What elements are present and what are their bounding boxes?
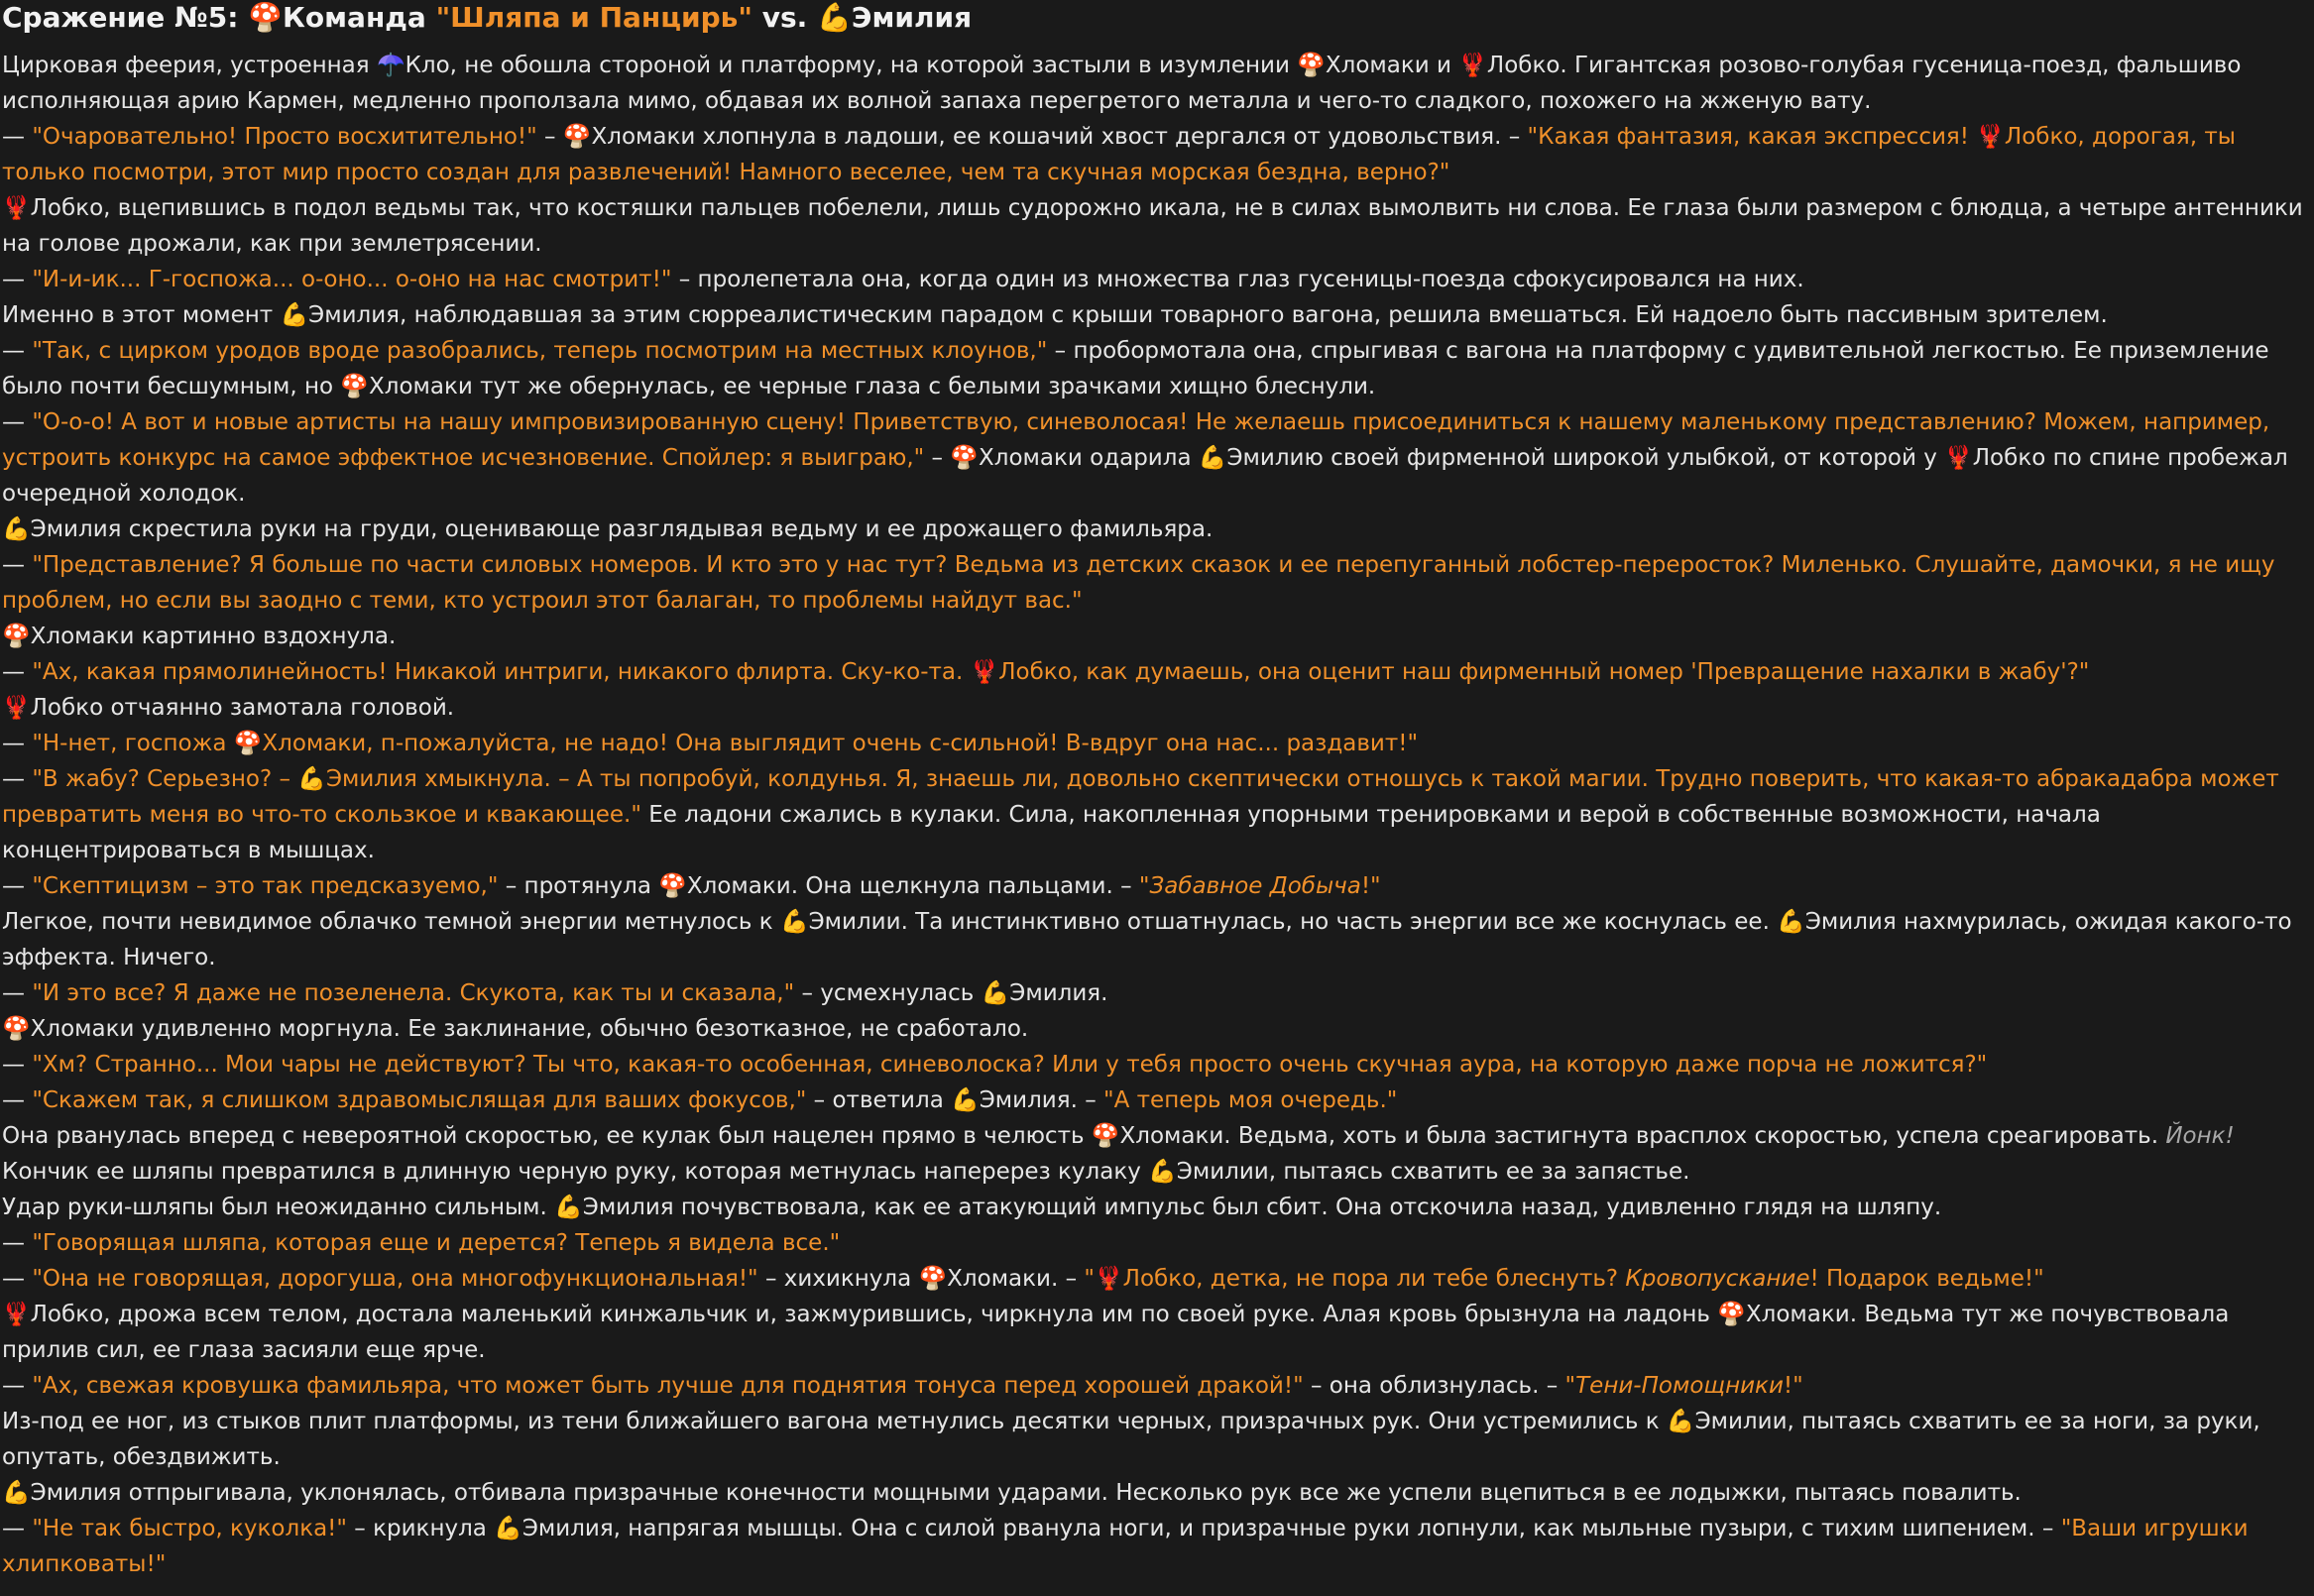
- quote-text: "Ваши игрушки хлипковаты!": [2, 1516, 2249, 1577]
- hat-icon: 🍄: [1297, 53, 1326, 78]
- muscle-icon: 💪: [554, 1195, 583, 1220]
- narration-text: – хихикнула: [757, 1266, 919, 1292]
- narration-text: Кончик ее шляпы превратился в длинную черную руку, которая метнулась наперерез кулаку: [2, 1159, 1149, 1185]
- team-name: "Шляпа и Панцирь": [435, 1, 752, 34]
- narration-text: Лобко, дрожа всем телом, достала маленький кинжальчик и, зажмурившись, чиркнула им по своей руке. Алая кровь брызнула на ладонь: [30, 1302, 1718, 1327]
- muscle-icon: 💪: [951, 1087, 980, 1113]
- quote-text: ": [1084, 1266, 1096, 1292]
- muscle-icon: 💪: [817, 1, 852, 34]
- hat-icon: 🍄: [918, 1266, 948, 1292]
- story-paragraph: [2, 404, 2312, 512]
- hat-icon: 🍄: [233, 731, 263, 756]
- muscle-icon: 💪: [1666, 1409, 1695, 1434]
- narration-text: Хломаки одарила: [979, 445, 1199, 471]
- story-paragraph: [2, 1261, 2312, 1297]
- narration-text: —: [2, 731, 33, 756]
- narration-text: – протянула: [498, 873, 659, 899]
- muscle-icon: 💪: [2, 516, 31, 542]
- narration-text: —: [2, 1373, 33, 1399]
- quote-text: Хломаки, п-пожалуйста, не надо! Она выглядит очень с-сильной! В-вдруг она нас... раздавит!": [262, 731, 1419, 756]
- vs-label: vs.: [761, 1, 808, 34]
- narration-text: Эмилия, наблюдавшая за этим сюрреалистическим парадом с крыши товарного вагона, решила вмешаться. Ей надоело быть пассивным зрителем.: [308, 302, 2108, 328]
- story-paragraph: [2, 1047, 2312, 1083]
- narration-text: Хломаки картинно вздохнула.: [30, 624, 397, 649]
- narration-text: Цирковая феерия, устроенная: [2, 53, 377, 78]
- narration-text: Лобко по спине пробежал очередной холодок.: [2, 445, 2288, 507]
- narration-text: –: [924, 445, 951, 471]
- story-paragraph: [2, 1190, 2312, 1225]
- narration-text: Эмилия.: [1009, 980, 1108, 1006]
- team-prefix: Команда: [283, 1, 426, 34]
- spell-name: Тени-Помощники: [1575, 1373, 1784, 1399]
- quote-text: "Она не говорящая, дорогуша, она многофункциональная!": [32, 1266, 758, 1292]
- quote-text: "Ах, какая прямолинейность! Никакой интриги, никакого флирта. Ску-ко-та.: [32, 659, 971, 685]
- quote-text: "И-и-ик... Г-госпожа... о-оно... о-оно на нас смотрит!": [32, 267, 672, 292]
- narration-text: —: [2, 659, 33, 685]
- hat-icon: 🍄: [2, 1016, 31, 1042]
- quote-text: "Скептицизм – это так предсказуемо,": [32, 873, 499, 899]
- narration-text: Лобко. Гигантская розово-голубая гусеница-поезд, фальшиво исполняющая арию Кармен, медленно проползала мимо, обдавая их волной запаха перегретого металла и чего-то сладкого, похожего на жженую вату.: [2, 53, 2242, 114]
- narration-text: Эмилии. Та инстинктивно отшатнулась, но часть энергии все же коснулась ее.: [808, 909, 1778, 935]
- story-paragraph: [2, 975, 2312, 1011]
- opponent-name: Эмилия: [851, 1, 973, 34]
- narration-text: Эмилия почувствовала, как ее атакующий импульс был сбит. Она отскочила назад, удивленно глядя на шляпу.: [582, 1195, 1942, 1220]
- story-paragraph: [2, 1118, 2312, 1190]
- muscle-icon: 💪: [297, 766, 326, 792]
- narration-text: —: [2, 267, 33, 292]
- quote-text: Лобко, как думаешь, она оценит наш фирменный номер 'Превращение нахалки в жабу'?": [998, 659, 2090, 685]
- narration-text: – крикнула: [346, 1516, 495, 1541]
- story-paragraph: [2, 619, 2312, 654]
- narration-text: —: [2, 124, 33, 150]
- quote-text: ": [1564, 1373, 1576, 1399]
- story-text: [2, 48, 2312, 1582]
- narration-text: Эмилия, напрягая мышцы. Она с силой рванула ноги, и призрачные руки лопнули, как мыльные пузыри, с тихим шипением. –: [521, 1516, 2061, 1541]
- narration-text: —: [2, 1087, 33, 1113]
- narration-text: Эмилию своей фирменной широкой улыбкой, от которой у: [1226, 445, 1945, 471]
- narration-text: Эмилия отпрыгивала, уклонялась, отбивала призрачные конечности мощными ударами. Несколько рук все же успели вцепиться в ее лодыжки, пытаясь повалить.: [30, 1480, 2022, 1506]
- narration-text: Эмилия. –: [979, 1087, 1104, 1113]
- muscle-icon: 💪: [1198, 445, 1227, 471]
- hat-icon: 🍄: [950, 445, 979, 471]
- narration-text: —: [2, 409, 33, 435]
- quote-text: "А теперь моя очередь.": [1103, 1087, 1398, 1113]
- narration-text: —: [2, 873, 33, 899]
- story-paragraph: [2, 262, 2312, 297]
- quote-text: "Так, с цирком уродов вроде разобрались, теперь посмотрим на местных клоунов,": [32, 338, 1048, 364]
- story-paragraph: [2, 1368, 2312, 1404]
- narration-text: —: [2, 1266, 33, 1292]
- narration-text: Хломаки тут же обернулась, ее черные глаза с белыми зрачками хищно блеснули.: [369, 374, 1376, 399]
- spell-name: Забавное Добыча: [1149, 873, 1361, 899]
- story-paragraph: [2, 48, 2312, 119]
- lobster-icon: 🦞: [1976, 124, 2005, 150]
- quote-text: "Скажем так, я слишком здравомыслящая для ваших фокусов,": [32, 1087, 807, 1113]
- hat-icon: 🍄: [340, 374, 370, 399]
- story-paragraph: [2, 547, 2312, 619]
- story-paragraph: [2, 333, 2312, 404]
- story-paragraph: [2, 1511, 2312, 1582]
- lobster-icon: 🦞: [1944, 445, 1973, 471]
- story-paragraph: [2, 690, 2312, 726]
- narration-text: Удар руки-шляпы был неожиданно сильным.: [2, 1195, 555, 1220]
- quote-text: ": [1138, 873, 1150, 899]
- lobster-icon: 🦞: [970, 659, 999, 685]
- narration-text: – пролепетала она, когда один из множества глаз гусеницы-поезда сфокусировался на них.: [671, 267, 1804, 292]
- lobster-icon: 🦞: [1458, 53, 1487, 78]
- narration-text: —: [2, 338, 33, 364]
- story-paragraph: [2, 1404, 2312, 1475]
- narration-text: Эмилии, пытаясь схватить ее за ноги, за руки, опутать, обездвижить.: [2, 1409, 2260, 1470]
- quote-text: "И это все? Я даже не позеленела. Скукота, как ты и сказала,": [32, 980, 795, 1006]
- spell-name: Йонк!: [2165, 1123, 2235, 1149]
- quote-text: Лобко, дорогая, ты только посмотри, этот мир просто создан для развлечений! Намного веселее, чем та скучная морская бездна, верно?": [2, 124, 2236, 185]
- muscle-icon: 💪: [1148, 1159, 1177, 1185]
- lobster-icon: 🦞: [2, 195, 31, 221]
- story-paragraph: [2, 726, 2312, 761]
- quote-text: "В жабу? Серьезно? –: [32, 766, 298, 792]
- story-paragraph: [2, 119, 2312, 190]
- narration-text: Хломаки. Ведьма тут же почувствовала прилив сил, ее глаза засияли еще ярче.: [2, 1302, 2230, 1363]
- narration-text: Она рванулась вперед с невероятной скоростью, ее кулак был нацелен прямо в челюсть: [2, 1123, 1092, 1149]
- quote-text: ! Подарок ведьме!": [1809, 1266, 2044, 1292]
- quote-text: "Очаровательно! Просто восхитительно!": [32, 124, 537, 150]
- quote-text: "Какая фантазия, какая экспрессия!: [1527, 124, 1977, 150]
- battle-number: Сражение №5:: [2, 1, 239, 34]
- muscle-icon: 💪: [1777, 909, 1805, 935]
- hat-icon: 🍄: [562, 124, 592, 150]
- story-paragraph: [2, 761, 2312, 868]
- narration-text: Именно в этот момент: [2, 302, 281, 328]
- narration-text: –: [536, 124, 563, 150]
- quote-text: "О-о-о! А вот и новые артисты на нашу импровизированную сцену! Приветствую, синеволосая! Не желаешь присоединиться к нашему маленькому представлению? Можем, например, устроить конкурс на самое эффектное исчезновение. Спойлер: я выиграю,": [2, 409, 2270, 471]
- quote-text: Эмилия хмыкнула. – А ты попробуй, колдунья. Я, знаешь ли, довольно скептически отношусь к такой магии. Трудно поверить, что какая-то абракадабра может превратить меня во что-то скользкое и квакающее.": [2, 766, 2279, 828]
- narration-text: Хломаки удивленно моргнула. Ее заклинание, обычно безотказное, не сработало.: [30, 1016, 1029, 1042]
- story-paragraph: [2, 868, 2312, 904]
- lobster-icon: 🦞: [1095, 1266, 1123, 1292]
- hat-icon: 🍄: [1091, 1123, 1120, 1149]
- narration-text: – ответила: [806, 1087, 952, 1113]
- hat-icon: 🍄: [1717, 1302, 1746, 1327]
- quote-text: "Представление? Я больше по части силовых номеров. И кто это у нас тут? Ведьма из детских сказок и ее перепуганный лобстер-переросток? Миленько. Слушайте, дамочки, я не ищу проблем, но если вы заодно с теми, кто устроил этот балаган, то проблемы найдут вас.": [2, 552, 2275, 614]
- narration-text: Из-под ее ног, из стыков плит платформы, из тени ближайшего вагона метнулись десятки черных, призрачных рук. Они устремились к: [2, 1409, 1667, 1434]
- muscle-icon: 💪: [2, 1480, 31, 1506]
- quote-text: "Хм? Странно... Мои чары не действуют? Ты что, какая-то особенная, синеволоска? Или у тебя просто очень скучная аура, на которую даже порча не ложится?": [32, 1052, 1988, 1078]
- quote-text: "Говорящая шляпа, которая еще и дерется? Теперь я видела все.": [32, 1230, 841, 1256]
- narration-text: Лобко, вцепившись в подол ведьмы так, что костяшки пальцев побелели, лишь судорожно икала, не в силах вымолвить ни слова. Ее глаза были размером с блюдца, а четыре антенники на голове дрожали, как при землетрясении.: [2, 195, 2303, 257]
- narration-text: Эмилии, пытаясь схватить ее за запястье.: [1176, 1159, 1690, 1185]
- battle-title: [2, 0, 2312, 36]
- hat-icon: 🍄: [658, 873, 687, 899]
- narration-text: Кло, не обошла стороной и платформу, на которой застыли в изумлении: [405, 53, 1298, 78]
- lobster-icon: 🦞: [2, 695, 31, 721]
- narration-text: Легкое, почти невидимое облачко темной энергии метнулось к: [2, 909, 780, 935]
- muscle-icon: 💪: [494, 1516, 522, 1541]
- quote-text: "Н-нет, госпожа: [32, 731, 234, 756]
- quote-text: "Не так быстро, куколка!": [32, 1516, 347, 1541]
- story-paragraph: [2, 904, 2312, 975]
- story-paragraph: [2, 1297, 2312, 1368]
- story-paragraph: [2, 512, 2312, 547]
- lobster-icon: 🦞: [2, 1302, 31, 1327]
- narration-text: —: [2, 1052, 33, 1078]
- story-paragraph: [2, 654, 2312, 690]
- story-paragraph: [2, 1225, 2312, 1261]
- quote-text: "Ах, свежая кровушка фамильяра, что может быть лучше для поднятия тонуса перед хорошей дракой!": [32, 1373, 1304, 1399]
- hat-icon: 🍄: [2, 624, 31, 649]
- narration-text: – усмехнулась: [794, 980, 982, 1006]
- quote-text: Лобко, детка, не пора ли тебе блеснуть?: [1122, 1266, 1626, 1292]
- muscle-icon: 💪: [981, 980, 1010, 1006]
- spell-name: Кровопускание: [1625, 1266, 1810, 1292]
- narration-text: —: [2, 1230, 33, 1256]
- quote-text: !": [1783, 1373, 1803, 1399]
- narration-text: – пробормотала она, спрыгивая с вагона на платформу с удивительной легкостью. Ее приземление было почти бесшумным, но: [2, 338, 2269, 399]
- narration-text: Эмилия скрестила руки на груди, оценивающе разглядывая ведьму и ее дрожащего фамильяра.: [30, 516, 1214, 542]
- narration-text: Эмилия нахмурилась, ожидая какого-то эффекта. Ничего.: [2, 909, 2292, 970]
- narration-text: Хломаки. Ведьма, хоть и была застигнута врасплох скоростью, успела среагировать.: [1119, 1123, 2166, 1149]
- quote-text: !": [1360, 873, 1381, 899]
- narration-text: —: [2, 980, 33, 1006]
- story-paragraph: [2, 1011, 2312, 1047]
- hat-icon: 🍄: [248, 1, 284, 34]
- umbrella-icon: ☂️: [376, 53, 405, 78]
- narration-text: Хломаки. Она щелкнула пальцами. –: [686, 873, 1139, 899]
- narration-text: —: [2, 552, 33, 578]
- narration-text: Лобко отчаянно замотала головой.: [30, 695, 455, 721]
- narration-text: Хломаки и: [1325, 53, 1459, 78]
- narration-text: —: [2, 1516, 33, 1541]
- story-paragraph: [2, 297, 2312, 333]
- narration-text: Хломаки хлопнула в ладоши, ее кошачий хвост дергался от удовольствия. –: [591, 124, 1528, 150]
- story-paragraph: [2, 1475, 2312, 1511]
- muscle-icon: 💪: [280, 302, 309, 328]
- muscle-icon: 💪: [779, 909, 809, 935]
- story-paragraph: [2, 190, 2312, 262]
- story-paragraph: [2, 1083, 2312, 1118]
- narration-text: – она облизнулась. –: [1303, 1373, 1565, 1399]
- narration-text: Ее ладони сжались в кулаки. Сила, накопленная упорными тренировками и верой в собственные возможности, начала концентрироваться в мышцах.: [2, 802, 2101, 863]
- narration-text: —: [2, 766, 33, 792]
- narration-text: Хломаки. –: [947, 1266, 1085, 1292]
